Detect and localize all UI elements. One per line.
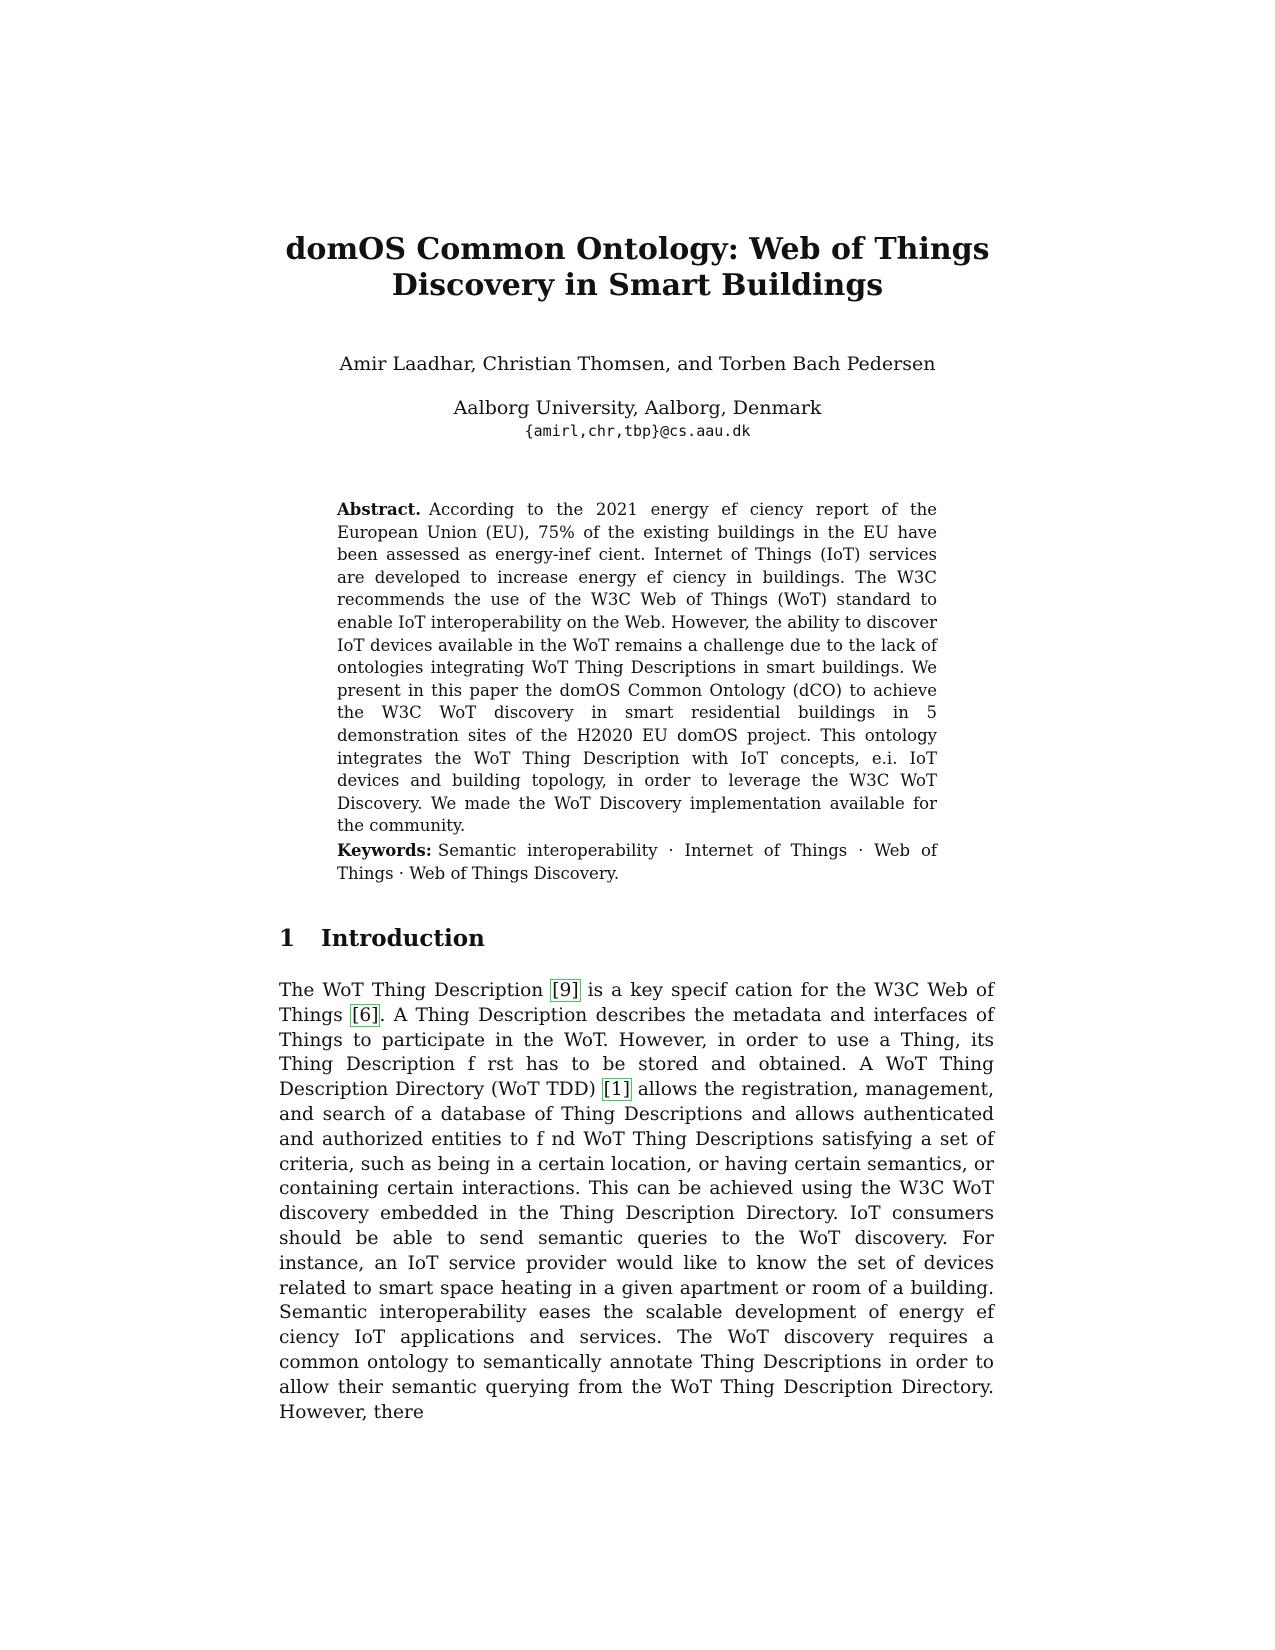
section-number: 1	[279, 925, 296, 952]
abstract-label: Abstract.	[337, 500, 422, 519]
citation-link[interactable]: [1]	[603, 1079, 630, 1101]
citation-link[interactable]: [6]	[352, 1004, 379, 1026]
body-text-run: The WoT Thing Description	[279, 980, 552, 1001]
body-text-run: allows the registration, management, and search of a database of Thing Descriptions and allows authenticated and authorized entities to f nd WoT Thing Descriptions satisfying a set of criteria, such as being in a certain location, or having certain semantics, or containing certain interactions. This can be achieved using the W3C WoT discovery embedded in the Thing Description Directory. IoT consumers should be able to send semantic queries to the WoT discovery. For instance, an IoT service provider would like to know the set of devices related to smart space heating in a given apartment or room of a building. Semantic interoperability eases the scalable development of energy ef ciency IoT applications and services. The WoT discovery requires a common ontology to semantically annotate Thing Descriptions in order to allow their semantic querying from the WoT Thing Description Directory. However, there	[279, 1079, 994, 1423]
body-paragraph	[279, 979, 994, 1425]
author-list: Amir Laadhar, Christian Thomsen, and Torben Bach Pedersen	[339, 353, 936, 375]
body-text-run: is a key specif cation for the W3C Web of Things	[279, 980, 994, 1026]
keywords	[337, 840, 937, 885]
keywords-label: Keywords:	[337, 841, 432, 860]
author-email: {amirl,chr,tbp}@cs.aau.dk	[524, 422, 751, 440]
affiliation: Aalborg University, Aalborg, Denmark	[453, 397, 822, 419]
body-text-run: . A Thing Description describes the metadata and interfaces of Things to participate in the WoT. However, in order to use a Thing, its Thing Description f rst has to be stored and obtained. A WoT Thing Description Directory (WoT TDD)	[279, 1004, 995, 1101]
section-heading	[279, 924, 979, 954]
section-title: Introduction	[321, 925, 485, 952]
keywords-text: Semantic interoperability · Internet of Things · Web of Things · Web of Things Discovery.	[337, 841, 937, 883]
abstract-text: According to the 2021 energy ef ciency report of the European Union (EU), 75% of the existing buildings in the EU have been assessed as energy-inef cient. Internet of Things (IoT) services are developed to increase energy ef ciency in buildings. The W3C recommends the use of the W3C Web of Things (WoT) standard to enable IoT interoperability on the Web. However, the ability to discover IoT devices available in the WoT remains a challenge due to the lack of ontologies integrating WoT Thing Descriptions in smart buildings. We present in this paper the domOS Common Ontology (dCO) to achieve the W3C WoT discovery in smart residential buildings in 5 demonstration sites of the H2020 EU domOS project. This ontology integrates the WoT Thing Description with IoT concepts, e.i. IoT devices and building topology, in order to leverage the W3C WoT Discovery. We made the WoT Discovery implementation available for the community.	[337, 500, 937, 836]
abstract	[337, 499, 937, 838]
paper-title: domOS Common Ontology: Web of Things Discovery in Smart Buildings	[285, 232, 990, 303]
citation-link[interactable]: [9]	[552, 980, 579, 1001]
